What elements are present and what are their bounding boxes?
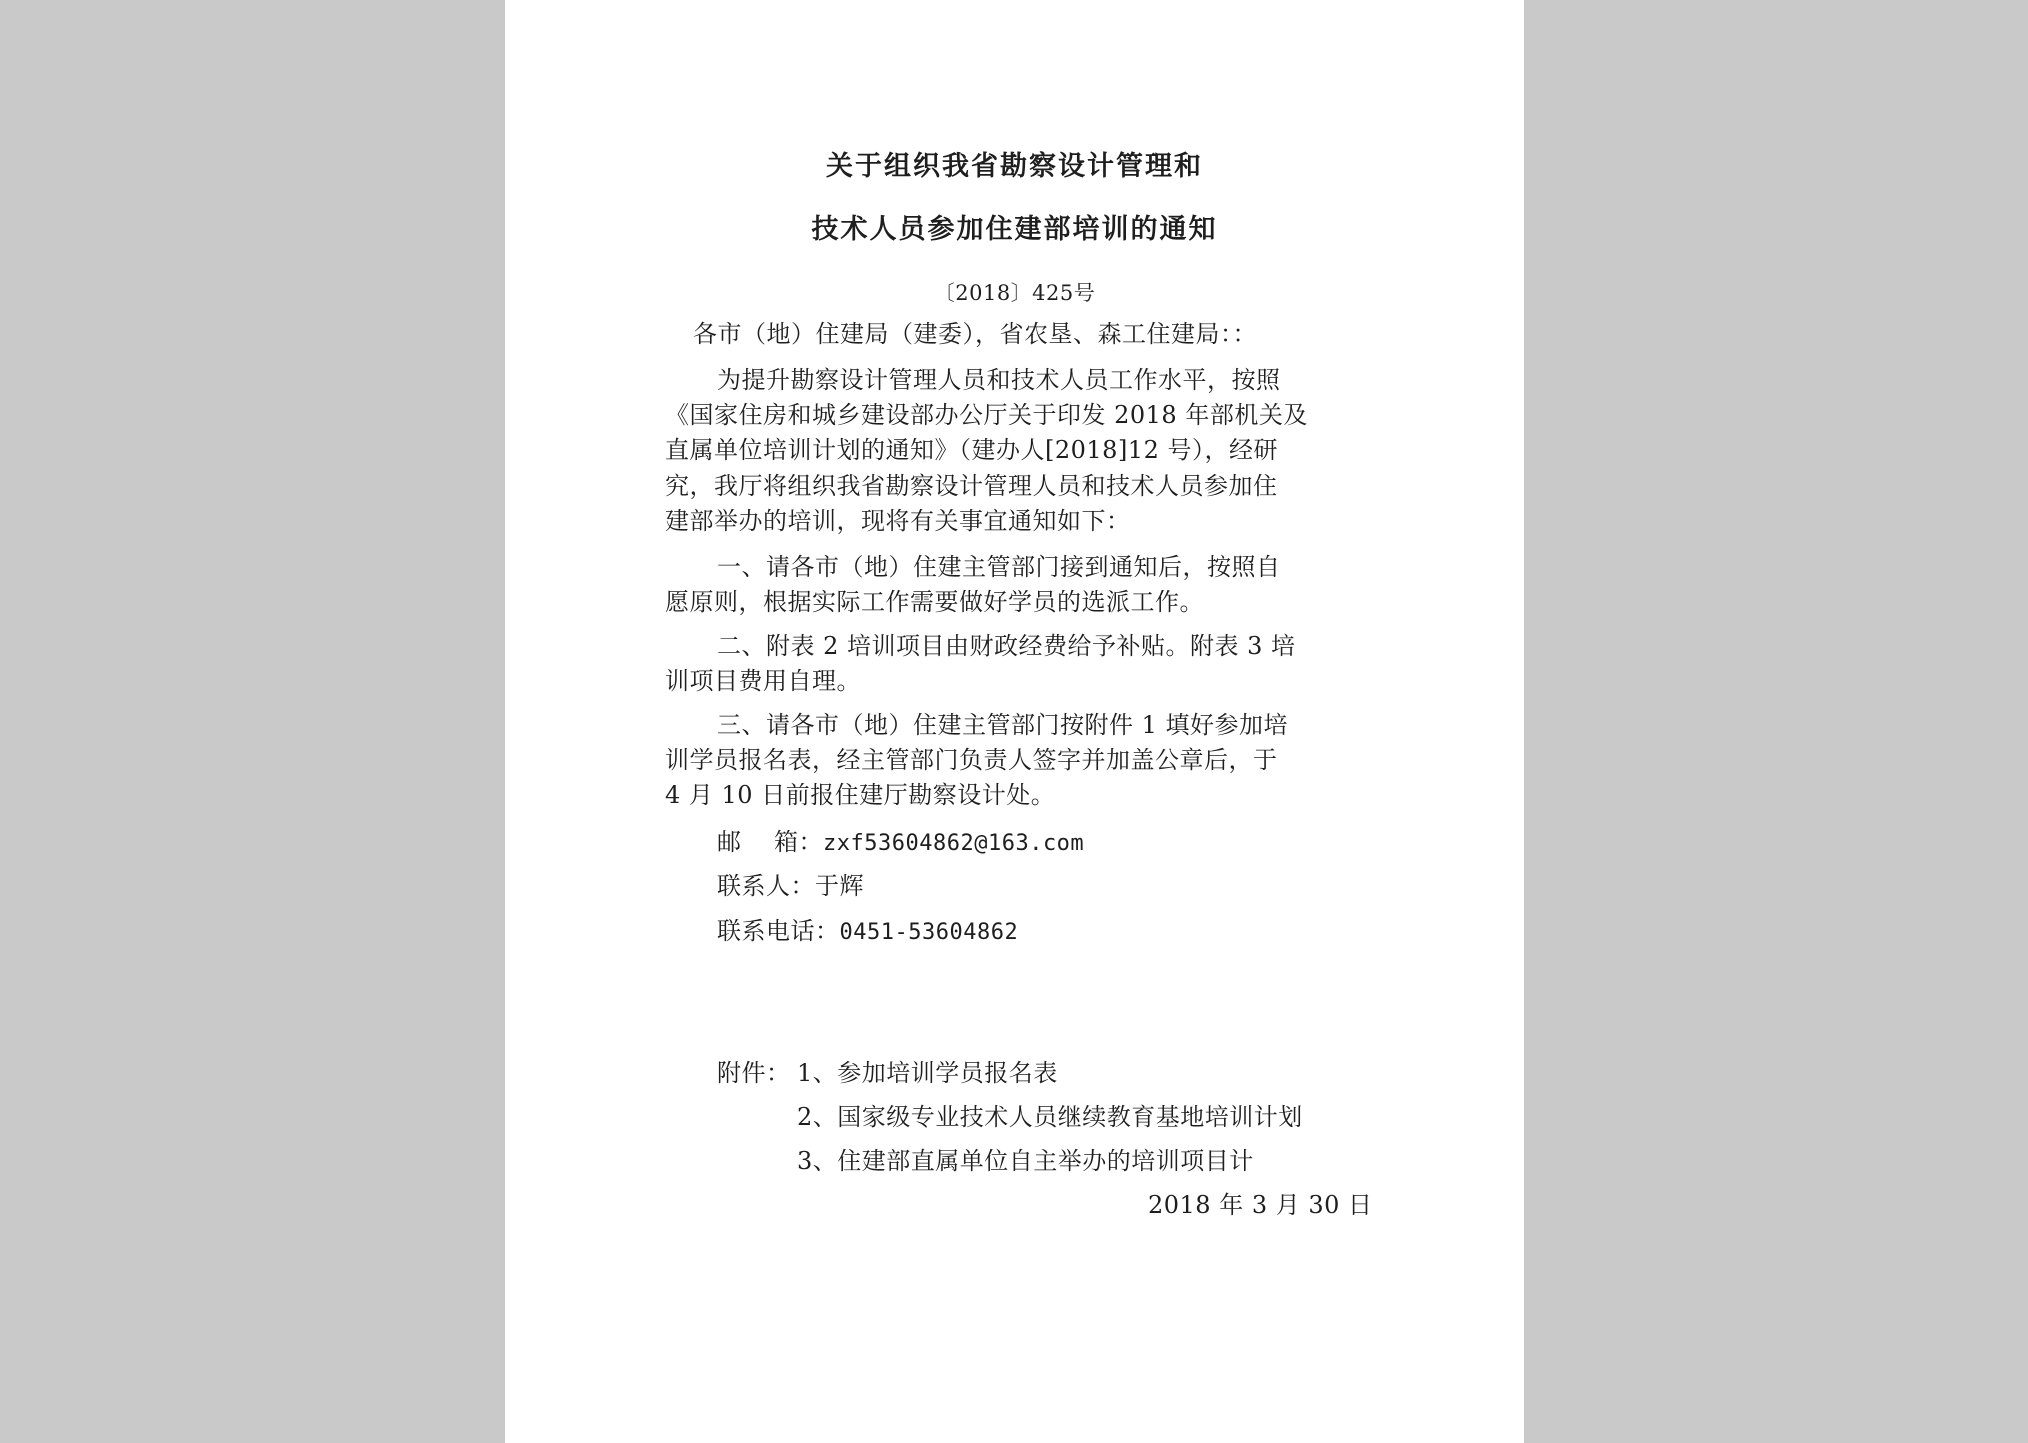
attachment-label: 附件： bbox=[717, 1059, 791, 1087]
attachment-item: 3、住建部直属单位自主举办的培训项目计 bbox=[797, 1147, 1254, 1175]
paragraph-line: 训学员报名表，经主管部门负责人签字并加盖公章后，于 bbox=[665, 746, 1278, 774]
salutation: 各市（地）住建局（建委），省农垦、森工住建局：： bbox=[693, 320, 1257, 348]
paragraph-line: 为提升勘察设计管理人员和技术人员工作水平，按照 bbox=[717, 366, 1281, 394]
paragraph-line: 《国家住房和城乡建设部办公厅关于印发 2018 年部机关及 bbox=[665, 401, 1308, 429]
paragraph-line: 训项目费用自理。 bbox=[665, 667, 861, 695]
paragraph-line: 三、请各市（地）住建主管部门按附件 1 填好参加培 bbox=[717, 711, 1289, 739]
paragraph-line: 4 月 10 日前报住建厅勘察设计处。 bbox=[665, 781, 1056, 809]
title-line-2: 技术人员参加住建部培训的通知 bbox=[811, 214, 1218, 245]
email-row bbox=[717, 825, 1084, 861]
paragraph-line: 一、请各市（地）住建主管部门接到通知后，按照自 bbox=[717, 553, 1281, 581]
email-label: 邮 箱： bbox=[717, 828, 824, 856]
email-value: zxf53604862@163.com bbox=[823, 831, 1085, 856]
document-number: 〔2018〕425号 bbox=[933, 281, 1096, 305]
document-date: 2018 年 3 月 30 日 bbox=[1148, 1191, 1373, 1219]
paragraph-line: 建部举办的培训，现将有关事宜通知如下： bbox=[665, 507, 1131, 535]
paragraph-line: 愿原则，根据实际工作需要做好学员的选派工作。 bbox=[665, 588, 1204, 616]
document-page bbox=[505, 0, 1524, 1443]
paragraph-line: 究，我厅将组织我省勘察设计管理人员和技术人员参加住 bbox=[665, 472, 1278, 500]
phone-row bbox=[717, 914, 1018, 950]
phone-value: 0451-53604862 bbox=[839, 920, 1019, 945]
attachment-item: 1、参加培训学员报名表 bbox=[797, 1059, 1058, 1087]
contact-person-value: 于辉 bbox=[815, 872, 864, 900]
title-line-1: 关于组织我省勘察设计管理和 bbox=[826, 151, 1203, 182]
phone-label: 联系电话： bbox=[717, 917, 840, 945]
paragraph-line: 二、附表 2 培训项目由财政经费给予补贴。附表 3 培 bbox=[717, 632, 1296, 660]
paragraph-line: 直属单位培训计划的通知》（建办人[2018]12 号），经研 bbox=[665, 436, 1278, 464]
attachment-item: 2、国家级专业技术人员继续教育基地培训计划 bbox=[797, 1103, 1303, 1131]
contact-person-label: 联系人： bbox=[717, 872, 815, 900]
contact-person-row bbox=[717, 869, 864, 903]
